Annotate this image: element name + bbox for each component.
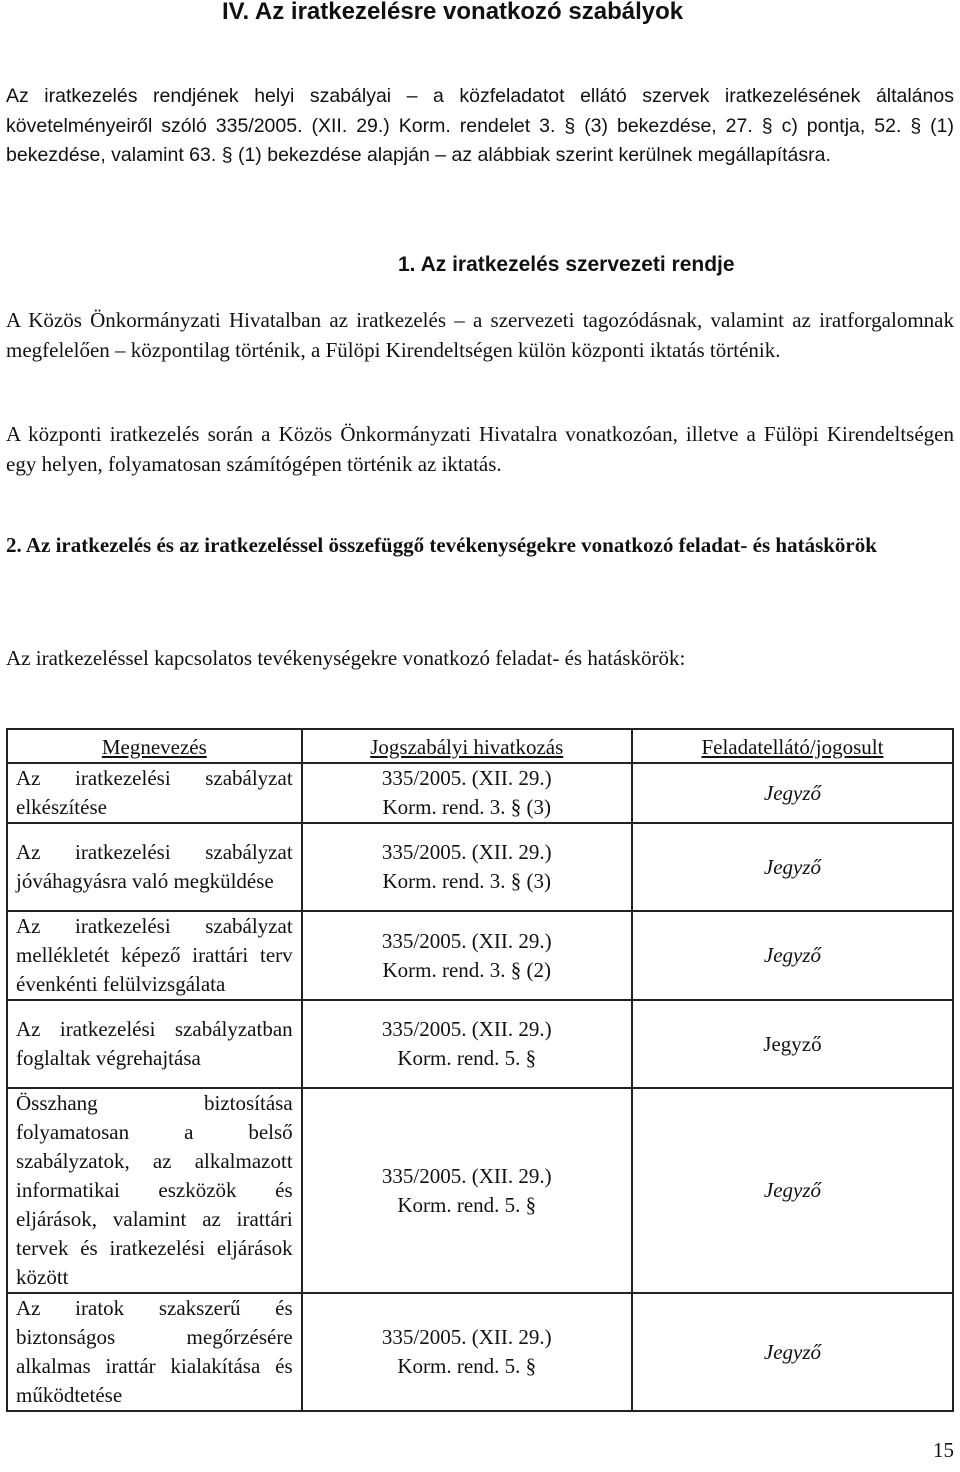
- chapter-title: IV. Az iratkezelésre vonatkozó szabályok: [222, 0, 684, 25]
- row-responsible: Jegyző: [632, 823, 953, 911]
- row-responsible: Jegyző: [632, 1088, 953, 1293]
- row-name: Az iratok szakszerű és biztonságos megőrzésére alkalmas irattár kialakítása és működtetése: [7, 1293, 302, 1411]
- section-1-title: 1. Az iratkezelés szervezeti rendje: [398, 253, 735, 276]
- header-responsible: Feladatellátó/jogosult: [632, 729, 953, 763]
- row-responsible: Jegyző: [632, 1000, 953, 1088]
- table-row: [7, 1088, 953, 1293]
- table-row: [7, 823, 953, 911]
- row-reference: 335/2005. (XII. 29.) Korm. rend. 5. §: [302, 1293, 632, 1411]
- header-name: Megnevezés: [7, 729, 302, 763]
- table-row: [7, 763, 953, 823]
- row-reference: 335/2005. (XII. 29.) Korm. rend. 3. § (2): [302, 911, 632, 1000]
- row-responsible: Jegyző: [632, 1293, 953, 1411]
- row-name: Az iratkezelési szabályzat mellékletét képező irattári terv évenkénti felülvizsgálata: [7, 911, 302, 1000]
- table-header-row: [7, 729, 953, 763]
- row-name: Az iratkezelési szabályzat elkészítése: [7, 763, 302, 823]
- tasks-table: [6, 728, 954, 1412]
- section-1-paragraph-1: A Közös Önkormányzati Hivatalban az iratkezelés – a szervezeti tagozódásnak, valamint az iratforgalomnak megfelelően – központilag történik, a Fülöpi Kirendeltségen külön központi iktatás történik.: [6, 308, 954, 362]
- section-1-paragraph-2: A központi iratkezelés során a Közös Önkormányzati Hivatalra vonatkozóan, illetve a Fülöpi Kirendeltségen egy helyen, folyamatosan számítógépen történik az iktatás.: [6, 422, 954, 476]
- row-reference: 335/2005. (XII. 29.) Korm. rend. 3. § (3): [302, 763, 632, 823]
- row-name: Az iratkezelési szabályzat jóváhagyásra való megküldése: [7, 823, 302, 911]
- table-row: [7, 911, 953, 1000]
- page-number: 15: [933, 1438, 954, 1462]
- row-responsible: Jegyző: [632, 911, 953, 1000]
- row-name: Összhang biztosítása folyamatosan a belső szabályzatok, az alkalmazott informatikai eszközök és eljárások, valamint az irattári tervek és iratkezelési eljárások között: [7, 1088, 302, 1293]
- table-row: [7, 1293, 953, 1411]
- row-reference: 335/2005. (XII. 29.) Korm. rend. 5. §: [302, 1000, 632, 1088]
- intro-paragraph: Az iratkezelés rendjének helyi szabályai – a közfeladatot ellátó szervek iratkezelésének általános követelményeiről szóló 335/2005. (XII. 29.) Korm. rendelet 3. § (3) bekezdése, 27. § c) pontja, 52. § (1) bekezdése, valamint 63. § (1) bekezdése alapján – az alábbiak szerint kerülnek megállapításra.: [6, 85, 954, 166]
- row-name: Az iratkezelési szabályzatban foglaltak végrehajtása: [7, 1000, 302, 1088]
- row-responsible: Jegyző: [632, 763, 953, 823]
- header-reference: Jogszabályi hivatkozás: [302, 729, 632, 763]
- row-reference: 335/2005. (XII. 29.) Korm. rend. 3. § (3): [302, 823, 632, 911]
- table-row: [7, 1000, 953, 1088]
- row-reference: 335/2005. (XII. 29.) Korm. rend. 5. §: [302, 1088, 632, 1293]
- section-2-title: 2. Az iratkezelés és az iratkezeléssel összefüggő tevékenységekre vonatkozó feladat- és hatáskörök: [6, 533, 877, 557]
- section-2-intro: Az iratkezeléssel kapcsolatos tevékenységekre vonatkozó feladat- és hatáskörök:: [6, 646, 686, 670]
